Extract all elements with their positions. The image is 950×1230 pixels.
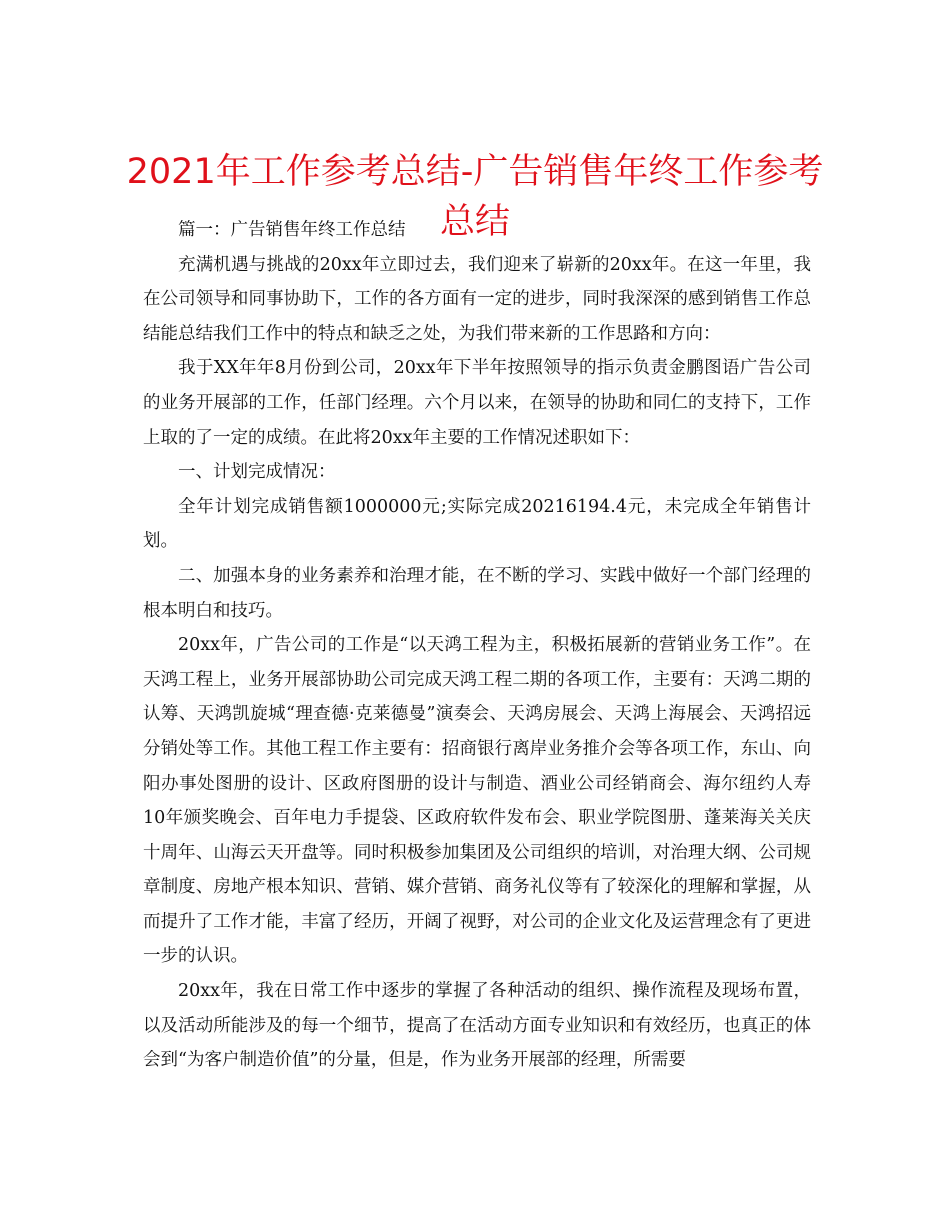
section-heading: 一、计划完成情况： [178, 462, 336, 483]
body-paragraph: 20xx年，广告公司的工作是“以天鸿工程为主，积极拓展新的营销业务工作”。在天鸿工程上，业务开展部协助公司完成天鸿工程二期的各项工作，主要有：天鸿二期的认筹、天鸿凯旋城“理查德·克莱德曼”演奏会、天鸿房展会、天鸿上海展会、天鸿招远分销处等工作。其他工程工作主要有：招商银行离岸业务推介会等各项工作，东山、向阳办事处图册的设计、区政府图册的设计与制造、酒业公司经销商会、海尔纽约人寿10年颁奖晚会、百年电力手提袋、区政府软件发布会、职业学院图册、蓬莱海关关庆十周年、山海云天开盘等。同时积极参加集团及公司组织的培训，对治理大纲、公司规章制度、房地产根本知识、营销、媒介营销、商务礼仪等有了较深化的理解和掌握，从而提升了工作才能，丰富了经历，开阔了视野，对公司的企业文化及运营理念有了更进一步的认识。 [143, 635, 811, 967]
document-title: 2021年工作参考总结-广告销售年终工作参考总结 [126, 152, 824, 243]
body-paragraph: 充满机遇与挑战的20xx年立即过去，我们迎来了崭新的20xx年。在这一年里，我在公司领导和同事协助下，工作的各方面有一定的进步，同时我深深的感到销售工作总结能总结我们工作中的特点和缺乏之处，为我们带来新的工作思路和方向： [143, 254, 811, 344]
document-body [143, 213, 811, 1078]
body-paragraph: 二、加强本身的业务素养和治理才能，在不断的学习、实践中做好一个部门经理的根本明白和技巧。 [143, 565, 811, 621]
body-paragraph: 20xx年，我在日常工作中逐步的掌握了各种活动的组织、操作流程及现场布置，以及活动所能涉及的每一个细节，提高了在活动方面专业知识和有效经历，也真正的体会到“为客户制造价值”的分量，但是，作为业务开展部的经理，所需要 [143, 981, 811, 1071]
body-paragraph: 全年计划完成销售额1000000元;实际完成20216194.4元，未完成全年销售计划。 [143, 496, 811, 552]
section-heading: 篇一：广告销售年终工作总结 [178, 220, 406, 240]
body-paragraph: 我于XX年年8月份到公司，20xx年下半年按照领导的指示负责金鹏图语广告公司的业务开展部的工作，任部门经理。六个月以来，在领导的协助和同仁的支持下，工作上取的了一定的成绩。在此将20xx年主要的工作情况述职如下： [143, 358, 811, 448]
